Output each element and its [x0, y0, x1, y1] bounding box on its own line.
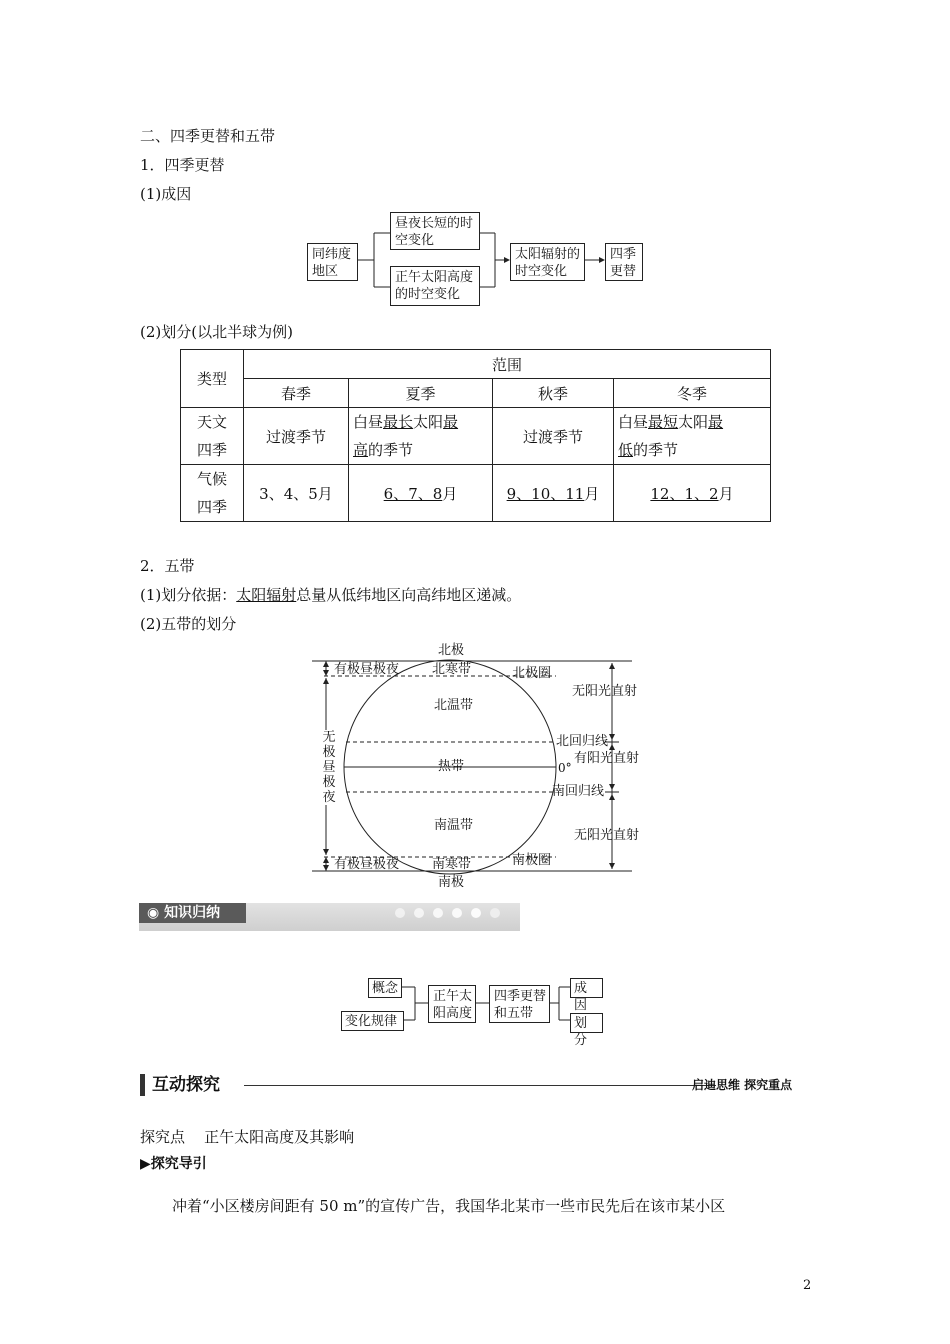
arctic-circle-label: 北极圈 — [512, 666, 552, 681]
page-number: 2 — [803, 1278, 812, 1293]
cell-climate-autumn: 9、10、11月 — [493, 465, 614, 522]
decor-dot-icon — [433, 908, 443, 918]
cell-climate-winter: 12、1、2月 — [614, 465, 771, 522]
decor-dot-icon — [414, 908, 424, 918]
flow2-box-concept: 概念 — [368, 978, 402, 998]
division-basis: (1)划分依据：太阳辐射总量从低纬地区向高纬地区递减。 — [140, 586, 522, 604]
table-header-summer: 夏季 — [349, 379, 493, 408]
cell-astro-winter: 白昼最短太阳最 低的季节 — [614, 408, 771, 465]
body-paragraph: 冲着“小区楼房间距有 50 m”的宣传广告，我国华北某市一些市民先后在该市某小区 — [172, 1197, 726, 1215]
table-header-spring: 春季 — [244, 379, 349, 408]
tropic-of-capricorn-label: 南回归线 — [552, 784, 605, 799]
table-header-autumn: 秋季 — [493, 379, 614, 408]
table-header-winter: 冬季 — [614, 379, 771, 408]
flow-box-day-length: 昼夜长短的时 空变化 — [390, 212, 480, 250]
north-pole-label: 北极 — [438, 643, 465, 658]
decor-dot-icon — [452, 908, 462, 918]
section-tagline: 启迪思维 探究重点 — [692, 1078, 793, 1092]
flow2-box-seasons-zones: 四季更替 和五带 — [489, 985, 550, 1023]
section-marker — [140, 1074, 145, 1096]
zones-label: (2)五带的划分 — [140, 615, 237, 633]
cell-astro-autumn: 过渡季节 — [493, 408, 614, 465]
flow2-box-noon-sun: 正午太 阳高度 — [428, 985, 476, 1023]
knowledge-summary-bar — [139, 903, 520, 931]
table-row — [181, 465, 771, 522]
table-header-type: 类型 — [181, 350, 244, 408]
polar-day-night-top: 有极昼极夜 — [334, 662, 400, 677]
tropic-of-cancer-label: 北回归线 — [556, 734, 609, 749]
antarctic-circle-label: 南极圈 — [512, 853, 552, 868]
cell-astro-spring: 过渡季节 — [244, 408, 349, 465]
division-label: (2)划分(以北半球为例) — [140, 323, 293, 341]
subheading-five-zones: 2．五带 — [140, 557, 195, 575]
no-direct-sun-bottom: 无阳光直射 — [574, 828, 640, 843]
table-row — [181, 408, 771, 465]
flow2-box-cause: 成因 — [570, 978, 603, 998]
flow-box-seasons: 四季 更替 — [605, 243, 643, 281]
no-direct-sun-top: 无阳光直射 — [572, 684, 638, 699]
cell-climate-spring: 3、4、5月 — [244, 465, 349, 522]
section-heading: 二、四季更替和五带 — [140, 127, 276, 145]
polar-day-night-bottom: 有极昼极夜 — [334, 857, 400, 872]
cause-label: (1)成因 — [140, 185, 192, 203]
decor-dot-icon — [490, 908, 500, 918]
interactive-exploration-header — [140, 1072, 810, 1100]
equator-label: 0° — [558, 761, 572, 775]
subheading-seasons: 1．四季更替 — [140, 156, 225, 174]
decor-dot-icon — [471, 908, 481, 918]
south-pole-label: 南极 — [438, 875, 465, 890]
explore-point: 探究点 正午太阳高度及其影响 — [140, 1128, 355, 1146]
section-title: 互动探究 — [152, 1075, 220, 1095]
decor-dot-icon — [395, 908, 405, 918]
row-label-climatic: 气候 四季 — [181, 465, 244, 522]
flow-box-noon-sun-height: 正午太阳高度 的时空变化 — [390, 266, 480, 306]
flow-box-same-latitude: 同纬度 地区 — [307, 243, 358, 281]
north-temperate-zone: 北温带 — [434, 698, 474, 713]
north-frigid-zone: 北寒带 — [432, 662, 472, 677]
has-direct-sun: 有阳光直射 — [574, 751, 640, 766]
explore-guide-label: ▶探究导引 — [140, 1156, 207, 1172]
no-polar-day-night-vertical: 无 极 昼 极 夜 — [322, 730, 336, 805]
cell-climate-summer: 6、7、8月 — [349, 465, 493, 522]
flow-box-solar-radiation: 太阳辐射的 时空变化 — [510, 243, 585, 281]
flow2-box-division: 划分 — [570, 1013, 603, 1033]
south-temperate-zone: 南温带 — [434, 818, 474, 833]
south-frigid-zone: 南寒带 — [432, 857, 472, 872]
table-header-range: 范围 — [244, 350, 771, 379]
cell-astro-summer: 白昼最长太阳最 高的季节 — [349, 408, 493, 465]
tropical-zone: 热带 — [438, 759, 465, 774]
knowledge-summary-title: ◉ 知识归纳 — [139, 903, 246, 923]
flow2-box-change-rule: 变化规律 — [341, 1011, 404, 1031]
season-division-table — [180, 349, 771, 522]
section-divider — [244, 1085, 716, 1086]
row-label-astronomical: 天文 四季 — [181, 408, 244, 465]
